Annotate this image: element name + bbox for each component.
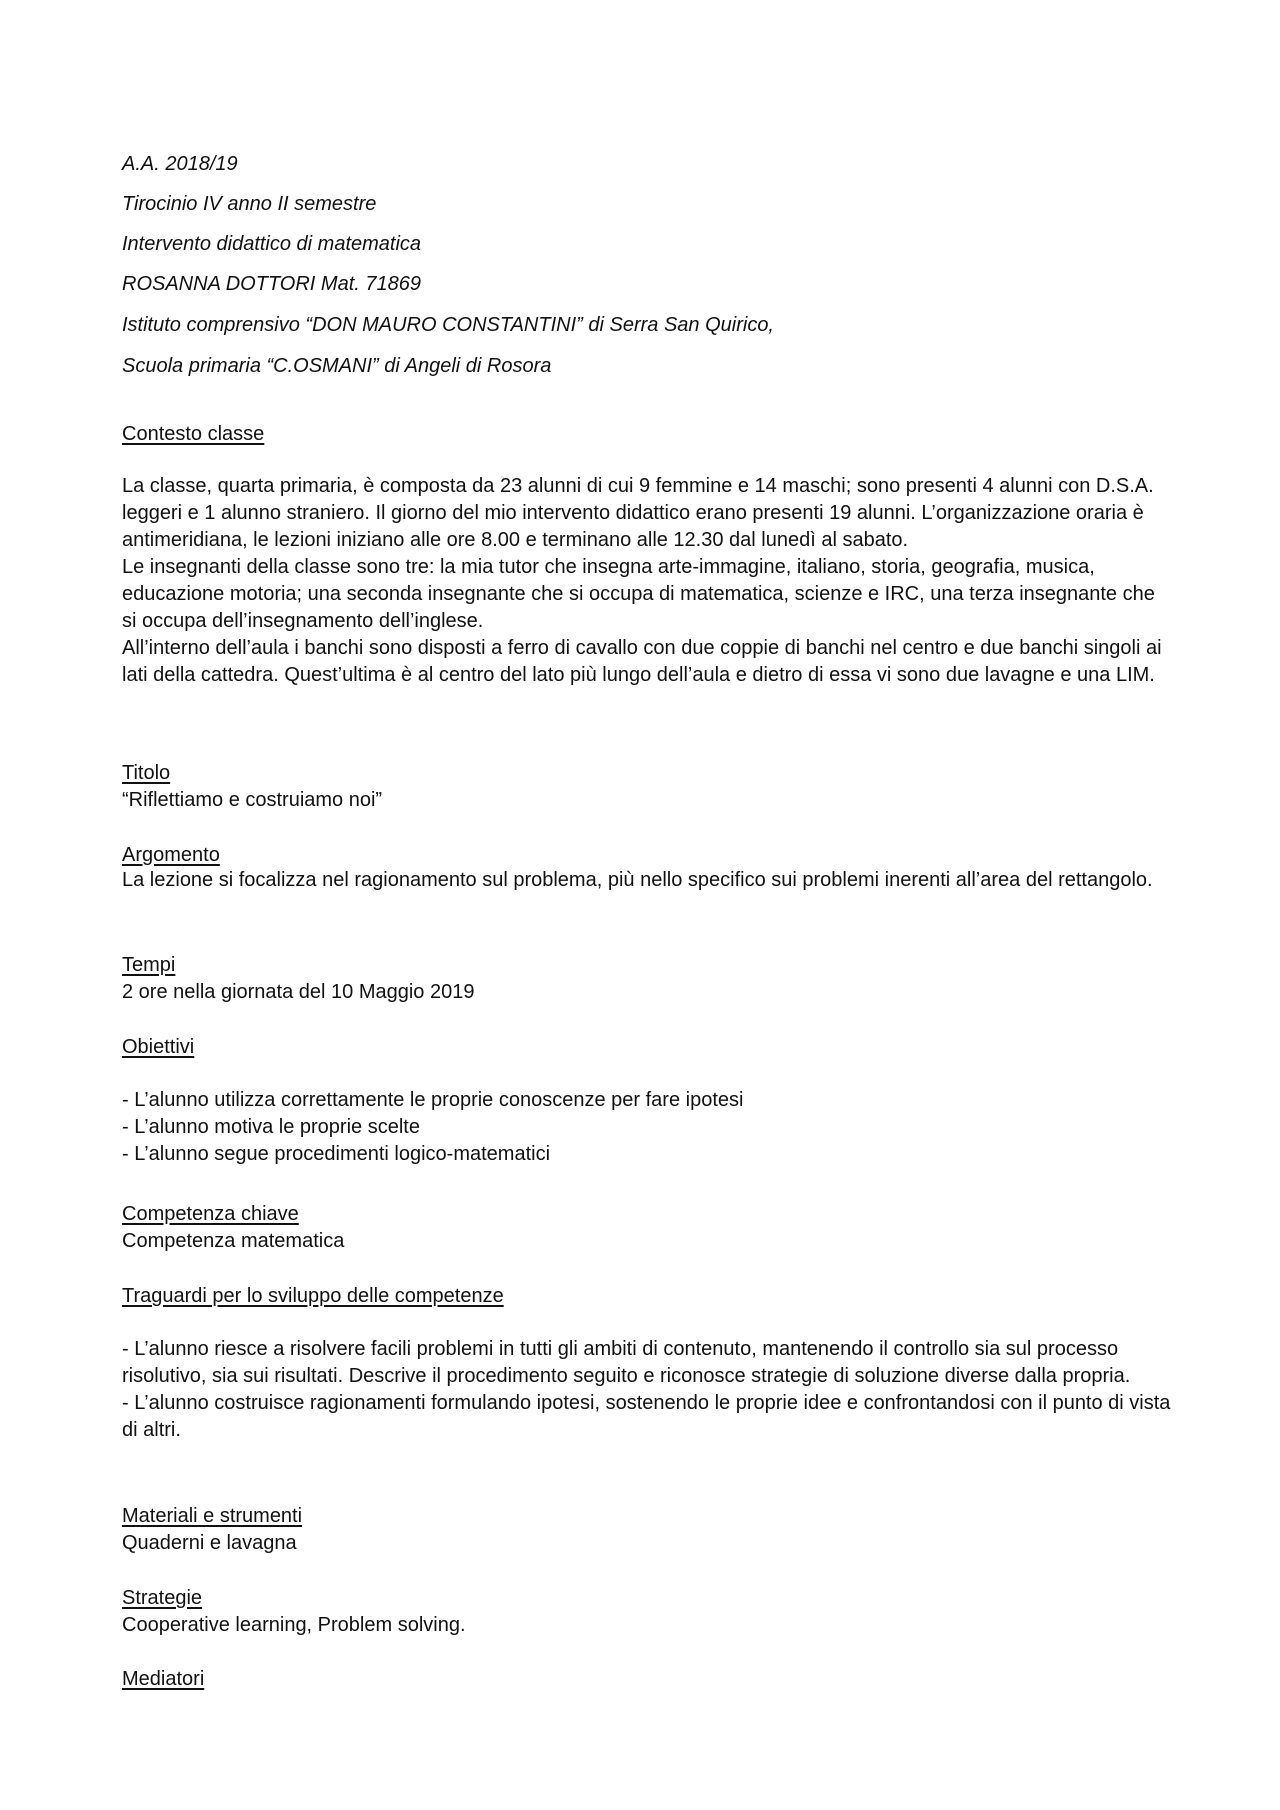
institute-name: Istituto comprensivo “DON MAURO CONSTANTINI” di Serra San Quirico,: [122, 314, 774, 336]
section-body-argomento: La lezione si focalizza nel ragionamento sul problema, più nello specifico sui problemi inerenti all’area del rettangolo.: [122, 869, 1153, 891]
section-title-materiali: Materiali e strumenti: [122, 1505, 303, 1527]
section-body-titolo: “Riflettiamo e costruiamo noi”: [122, 789, 383, 811]
section-title-tempi: Tempi: [122, 954, 176, 976]
intervention-type: Intervento didattico di matematica: [122, 233, 422, 255]
section-title-obiettivi: Obiettivi: [122, 1036, 195, 1058]
paragraph: All’interno dell’aula i banchi sono disposti a ferro di cavallo con due coppie di banchi nel centro e due banchi singoli ai lati della cattedra. Quest’ultima è al centro del lato più lungo dell’aula e dietro di essa vi sono due lavagne e una LIM.: [122, 637, 1162, 686]
student-name: ROSANNA DOTTORI Mat. 71869: [122, 273, 421, 295]
academic-year: A.A. 2018/19: [122, 153, 238, 175]
list-item: - L’alunno motiva le proprie scelte: [122, 1116, 420, 1138]
paragraph: Le insegnanti della classe sono tre: la mia tutor che insegna arte-immagine, italiano, storia, geografia, musica, educazione motoria; una seconda insegnante che si occupa di matematica, scienze e IRC, una terza insegnante che si occupa dell’insegnamento dell’inglese.: [122, 556, 1155, 632]
goals-list: [122, 1336, 1172, 1444]
section-title-titolo: Titolo: [122, 762, 171, 784]
school-name: Scuola primaria “C.OSMANI” di Angeli di Rosora: [122, 355, 552, 377]
list-item: - L’alunno riesce a risolvere facili problemi in tutti gli ambiti di contenuto, mantenendo il controllo sia sul processo risolutivo, sia sui risultati. Descrive il procedimento seguito e riconosce strategie di soluzione diverse dalla propria.: [122, 1338, 1131, 1387]
section-body-strategie: Cooperative learning, Problem solving.: [122, 1614, 466, 1636]
section-title-traguardi: Traguardi per lo sviluppo delle competenze: [122, 1285, 504, 1307]
section-title-mediatori: Mediatori: [122, 1668, 205, 1690]
objectives-list: [122, 1087, 1172, 1168]
section-body-contesto: [122, 473, 1172, 689]
section-title-strategie: Strategie: [122, 1587, 203, 1609]
section-body-competenza: Competenza matematica: [122, 1230, 345, 1252]
section-body-tempi: 2 ore nella giornata del 10 Maggio 2019: [122, 981, 475, 1003]
paragraph: La classe, quarta primaria, è composta da 23 alunni di cui 9 femmine e 14 maschi; sono presenti 4 alunni con D.S.A. leggeri e 1 alunno straniero. Il giorno del mio intervento didattico erano presenti 19 alunni. L’organizzazione oraria è antimeridiana, le lezioni iniziano alle ore 8.00 e terminano alle 12.30 dal lunedì al sabato.: [122, 475, 1154, 551]
list-item: - L’alunno costruisce ragionamenti formulando ipotesi, sostenendo le proprie idee e confrontandosi con il punto di vista di altri.: [122, 1392, 1171, 1441]
section-title-competenza: Competenza chiave: [122, 1203, 299, 1225]
list-item: - L’alunno utilizza correttamente le proprie conoscenze per fare ipotesi: [122, 1089, 744, 1111]
section-title-argomento: Argomento: [122, 844, 220, 866]
section-title-contesto: Contesto classe: [122, 423, 265, 445]
section-body-materiali: Quaderni e lavagna: [122, 1532, 297, 1554]
list-item: - L’alunno segue procedimenti logico-matematici: [122, 1143, 551, 1165]
internship-info: Tirocinio IV anno II semestre: [122, 193, 377, 215]
